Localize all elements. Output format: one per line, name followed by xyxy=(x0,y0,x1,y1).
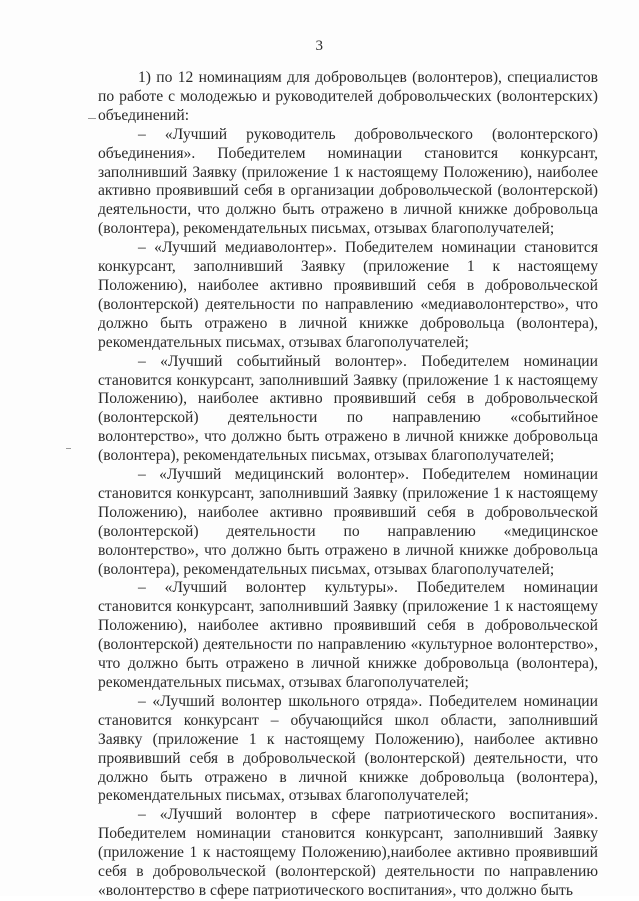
nomination-paragraph-school: – «Лучший волонтер школьного отряда». Победителем номинации становится конкурсант – обучающийся школ области, заполнивший Заявку (приложение 1 к настоящему Положению), наиболее активно проявивший себя в добровольческой (волонтерской) деятельности, что должно быть отражено в личной книжке добровольца (волонтера), рекомендательных письмах, отзывах благополучателей; xyxy=(98,692,598,805)
intro-paragraph: 1) по 12 номинациям для добровольцев (волонтеров), специалистов по работе с молодежью и руководителей добровольческих (волонтерских) объединений: xyxy=(98,69,598,124)
nomination-paragraph-medical: – «Лучший медицинский волонтер». Победителем номинации становится конкурсант, заполнивший Заявку (приложение 1 к настоящему Положению), наиболее активно проявивший себя в добровольческой (волонтерской) деятельности по направлению «медицинское волонтерство», что должно быть отражено в личной книжке добровольца (волонтера), рекомендательных письмах, отзывах благополучателей; xyxy=(98,466,598,578)
nomination-paragraph-culture: – «Лучший волонтер культуры». Победителем номинации становится конкурсант, заполнивший Заявку (приложение 1 к настоящему Положению), наиболее активно проявивший себя в добровольческой (волонтерской) деятельности по направлению «культурное волонтерство», что должно быть отражено в личной книжке добровольца (волонтера), рекомендательных письмах, отзывах благополучателей; xyxy=(98,579,598,691)
nomination-paragraph-leader: – «Лучший руководитель добровольческого (волонтерского) объединения». Победителем номинации становится конкурсант, заполнивший Заявку (приложение 1 к настоящему Положению), наиболее активно проявивший себя в организации добровольческой (волонтерской) деятельности, что должно быть отражено в личной книжке добровольца (волонтера), рекомендательных письмах, отзывах благополучателей; xyxy=(98,125,598,238)
nomination-paragraph-media: – «Лучший медиаволонтер». Победителем номинации становится конкурсант, заполнивший Заявку (приложение 1 к настоящему Положению), наиболее активно проявивший себя в добровольческой (волонтерской) деятельности по направлению «медиаволонтерство», что должно быть отражено в личной книжке добровольца (волонтера), рекомендательных письмах, отзывах благополучателей; xyxy=(98,239,598,351)
document-body xyxy=(98,69,598,901)
nomination-paragraph-patriotic: – «Лучший волонтер в сфере патриотического воспитания». Победителем номинации становится конкурсант, заполнивший Заявку (приложение 1 к настоящему Положению),наиболее активно проявивший себя в добровольческой (волонтерской) деятельности по направлению «волонтерство в сфере патриотического воспитания», что должно быть xyxy=(98,806,598,899)
page-number: 3 xyxy=(315,38,324,54)
scan-artifact-mark xyxy=(88,118,96,119)
nomination-paragraph-event: – «Лучший событийный волонтер». Победителем номинации становится конкурсант, заполнивший Заявку (приложение 1 к настоящему Положению), наиболее активно проявивший себя в добровольческой (волонтерской) деятельности по направлению «событийное волонтерство», что должно быть отражено в личной книжке добровольца (волонтера), рекомендательных письмах, отзывах благополучателей; xyxy=(98,352,598,465)
scan-artifact-mark xyxy=(66,448,71,449)
